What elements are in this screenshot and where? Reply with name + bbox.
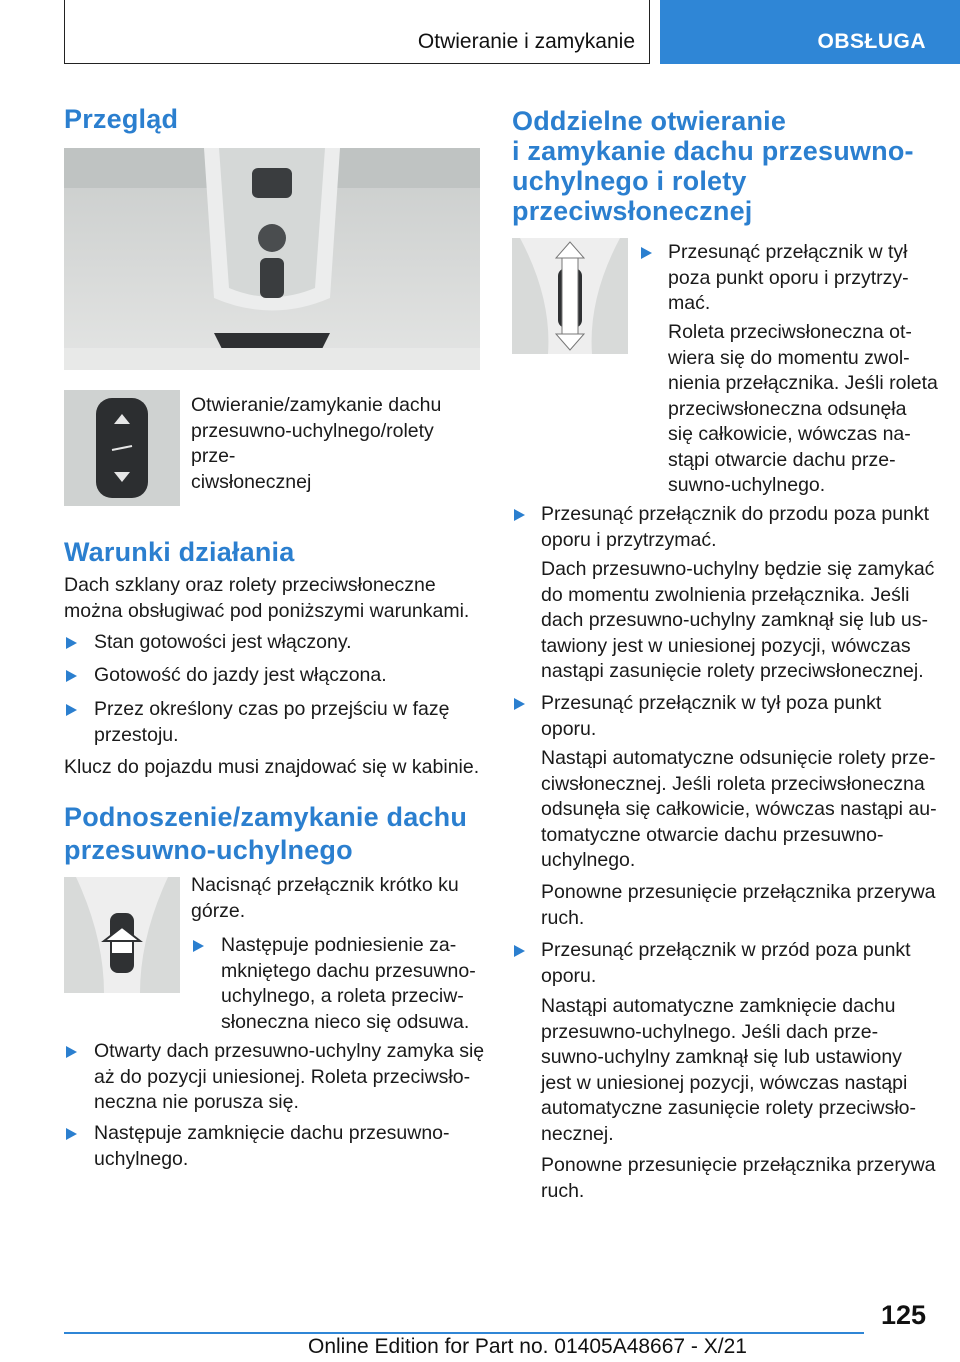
bullet-triangle-icon (66, 1128, 77, 1140)
bullet-triangle-icon (66, 1046, 77, 1058)
separate-bullet-4-result: Nastąpi automatyczne zamknięcie dachu przesuwno-uchylnego. Jeśli dach prze- suwno-uchylny zamknął się lub ustawiony jest w uniesionej pozycji, wówczas nastąpi automatyczne zasunięcie rolety przeciwsło- necznej. (541, 995, 916, 1145)
separate-bullet-4-extra: Ponowne przesunięcie przełącznika przerywa ruch. (541, 1154, 936, 1202)
header-frame (64, 0, 650, 64)
slide-switch-photo (512, 238, 628, 354)
bullet-triangle-icon (514, 698, 525, 710)
footer-divider (64, 1332, 864, 1334)
separate-bullet-1: Przesunąć przełącznik w tył poza punkt oporu i przytrzy- mać. (668, 241, 909, 314)
bullet-triangle-icon (193, 940, 204, 952)
conditions-intro: Dach szklany oraz rolety przeciwsłoneczne można obsługiwać pod poniższymi warunkami. (64, 574, 470, 622)
separate-bullet-3-result: Nastąpi automatyczne odsunięcie rolety prze- ciwsłonecznej. Jeśli roleta przeciwsłoneczna odsunęła się całkowicie, wówczas nastąpi au- tomatyczne otwarcie dachu przesuwno- uchylnego. (541, 747, 937, 871)
section-title: Otwieranie i zamykanie (417, 30, 635, 53)
separate-bullet-1-result: Roleta przeciwsłoneczna ot- wiera się do momentu zwol- nienia przełącznika. Jeśli roleta przeciwsłoneczna odsunęła się całkowicie, wówczas na- stąpi otwarcie dachu prze- suwno-uchylnego. (668, 321, 938, 496)
separate-bullet-2: Przesunąć przełącznik do przodu poza punkt oporu i przytrzymać. (541, 503, 930, 551)
conditions-bullet-2: Gotowość do jazdy jest włączona. (94, 664, 387, 686)
lifting-heading: Podnoszenie/zamykanie dachu przesuwno-uchylnego (64, 802, 468, 865)
lifting-intro: Nacisnąć przełącznik krótko ku górze. (191, 874, 459, 922)
chapter-tab[interactable] (660, 0, 960, 64)
overview-photo (64, 148, 480, 370)
page-number: 125 (880, 1300, 926, 1330)
lifting-bullet-1: Otwarty dach przesuwno-uchylny zamyka się aż do pozycji uniesionej. Roleta przeciwsło- neczna nie porusza się. (94, 1040, 485, 1113)
lifting-bullet-2: Następuje zamknięcie dachu przesuwno- uchylnego. (94, 1122, 450, 1170)
bullet-triangle-icon (66, 704, 77, 716)
slide-switch-illustration (512, 238, 628, 354)
conditions-heading: Warunki działania (64, 537, 295, 567)
switch-photo (64, 390, 180, 506)
lift-switch-illustration (64, 877, 180, 993)
overview-heading: Przegląd (64, 104, 179, 134)
bullet-triangle-icon (66, 670, 77, 682)
separate-bullet-2-result: Dach przesuwno-uchylny będzie się zamykać do momentu zwolnienia przełącznika. Jeśli dach przesuwno-uchylny zamknął się lub us- tawiony jest w uniesionej pozycji, wówczas nastąpi zasunięcie rolety przeciwsłonecznej. (541, 558, 935, 682)
separate-bullet-4: Przesunąć przełącznik w przód poza punkt oporu. (541, 939, 911, 987)
bullet-triangle-icon (514, 509, 525, 521)
roof-console-illustration (64, 148, 480, 370)
bullet-triangle-icon (514, 945, 525, 957)
switch-illustration (64, 390, 180, 506)
chapter-tab-label: OBSŁUGA (817, 30, 926, 53)
separate-bullet-3-extra: Ponowne przesunięcie przełącznika przerywa ruch. (541, 881, 936, 929)
separate-bullet-3: Przesunąć przełącznik w tył poza punkt oporu. (541, 692, 882, 740)
conditions-bullet-1: Stan gotowości jest włączony. (94, 631, 352, 653)
conditions-bullet-3: Przez określony czas po przejściu w fazę przestoju. (94, 698, 450, 746)
switch-caption: Otwieranie/zamykanie dachu przesuwno-uchylnego/rolety prze- ciwsłonecznej (191, 394, 442, 493)
conditions-note: Klucz do pojazdu musi znajdować się w kabinie. (64, 756, 480, 778)
edition-note: Online Edition for Part no. 01405A48667 - X/21 (308, 1335, 747, 1358)
lifting-sub-bullet: Następuje podniesienie za- mkniętego dachu przesuwno- uchylnego, a roleta przeciw- słoneczna nieco się odsuwa. (221, 934, 476, 1033)
bullet-triangle-icon (641, 247, 652, 259)
bullet-triangle-icon (66, 637, 77, 649)
separate-heading: Oddzielne otwieranie i zamykanie dachu przesuwno- uchylnego i rolety przeciwsłonecznej (512, 106, 914, 226)
lift-switch-photo (64, 877, 180, 993)
